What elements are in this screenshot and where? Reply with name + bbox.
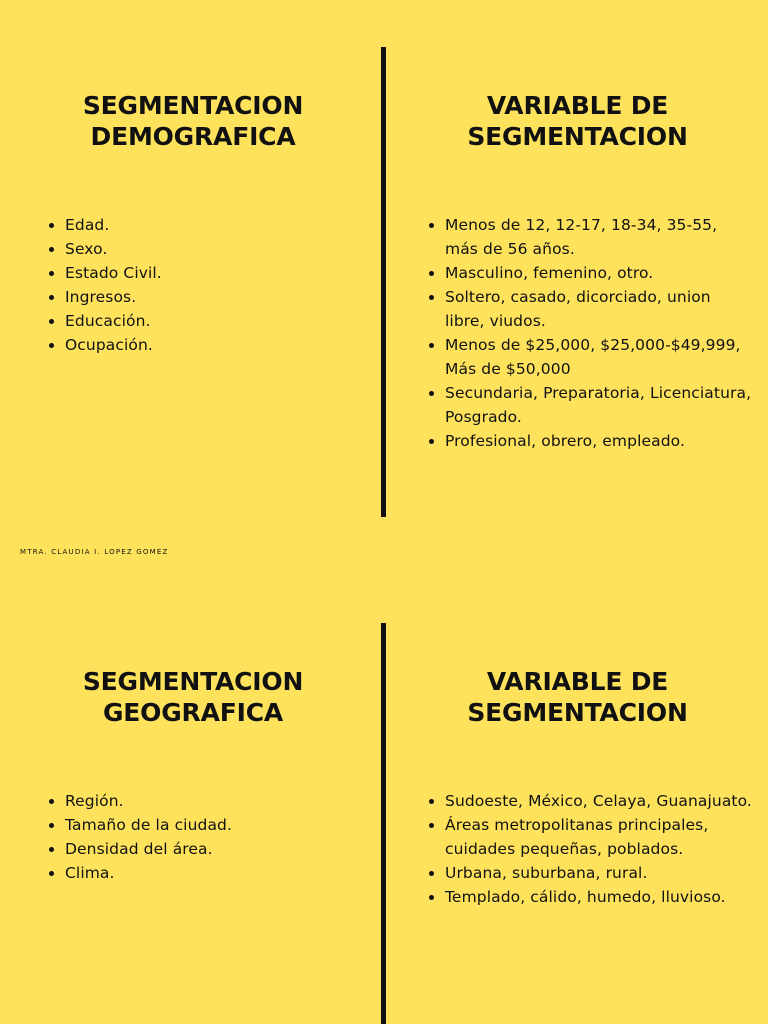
demographic-segment-list (45, 213, 365, 357)
list-item: • Templado, cálido, humedo, lluvioso. (445, 885, 755, 909)
geographic-segmentation-title (20, 666, 366, 728)
list-item: • Ocupación. (65, 333, 365, 357)
list-item: • Masculino, femenino, otro. (445, 261, 755, 285)
list-item: • Tamaño de la ciudad. (65, 813, 365, 837)
title-line: GEOGRAFICA (102, 698, 284, 727)
vertical-divider-bottom (381, 623, 386, 1024)
title-line: DEMOGRAFICA (90, 122, 296, 151)
list-item: • Áreas metropolitanas principales, cuidades pequeñas, poblados. (445, 813, 755, 861)
list-item: • Sudoeste, México, Celaya, Guanajuato. (445, 789, 755, 813)
demographic-variable-list (425, 213, 755, 453)
vertical-divider-top (381, 47, 386, 517)
title-line: SEGMENTACION (82, 91, 304, 120)
list-item: • Ingresos. (65, 285, 365, 309)
list-item: • Densidad del área. (65, 837, 365, 861)
list-item: • Profesional, obrero, empleado. (445, 429, 755, 453)
list-item: • Estado Civil. (65, 261, 365, 285)
list-item: • Clima. (65, 861, 365, 885)
title-line: VARIABLE DE (486, 91, 669, 120)
list-item: • Menos de 12, 12-17, 18-34, 35-55, más de 56 años. (445, 213, 755, 261)
list-item: • Edad. (65, 213, 365, 237)
list-item: • Secundaria, Preparatoria, Licenciatura, Posgrado. (445, 381, 755, 429)
geographic-segment-list (45, 789, 365, 885)
demographic-segmentation-title (20, 90, 366, 152)
list-item: • Urbana, suburbana, rural. (445, 861, 755, 885)
title-line: SEGMENTACION (467, 698, 688, 727)
geographic-variable-title (400, 666, 755, 728)
geographic-variable-list (425, 789, 755, 909)
author-credit: MTRA. CLAUDIA I. LOPEZ GOMEZ (20, 548, 169, 556)
list-item: • Soltero, casado, dicorciado, union libre, viudos. (445, 285, 755, 333)
list-item: • Sexo. (65, 237, 365, 261)
demographic-variable-title (400, 90, 755, 152)
title-line: VARIABLE DE (486, 667, 669, 696)
title-line: SEGMENTACION (82, 667, 304, 696)
list-item: • Menos de $25,000, $25,000-$49,999, Más de $50,000 (445, 333, 755, 381)
title-line: SEGMENTACION (467, 122, 688, 151)
list-item: • Educación. (65, 309, 365, 333)
list-item: • Región. (65, 789, 365, 813)
